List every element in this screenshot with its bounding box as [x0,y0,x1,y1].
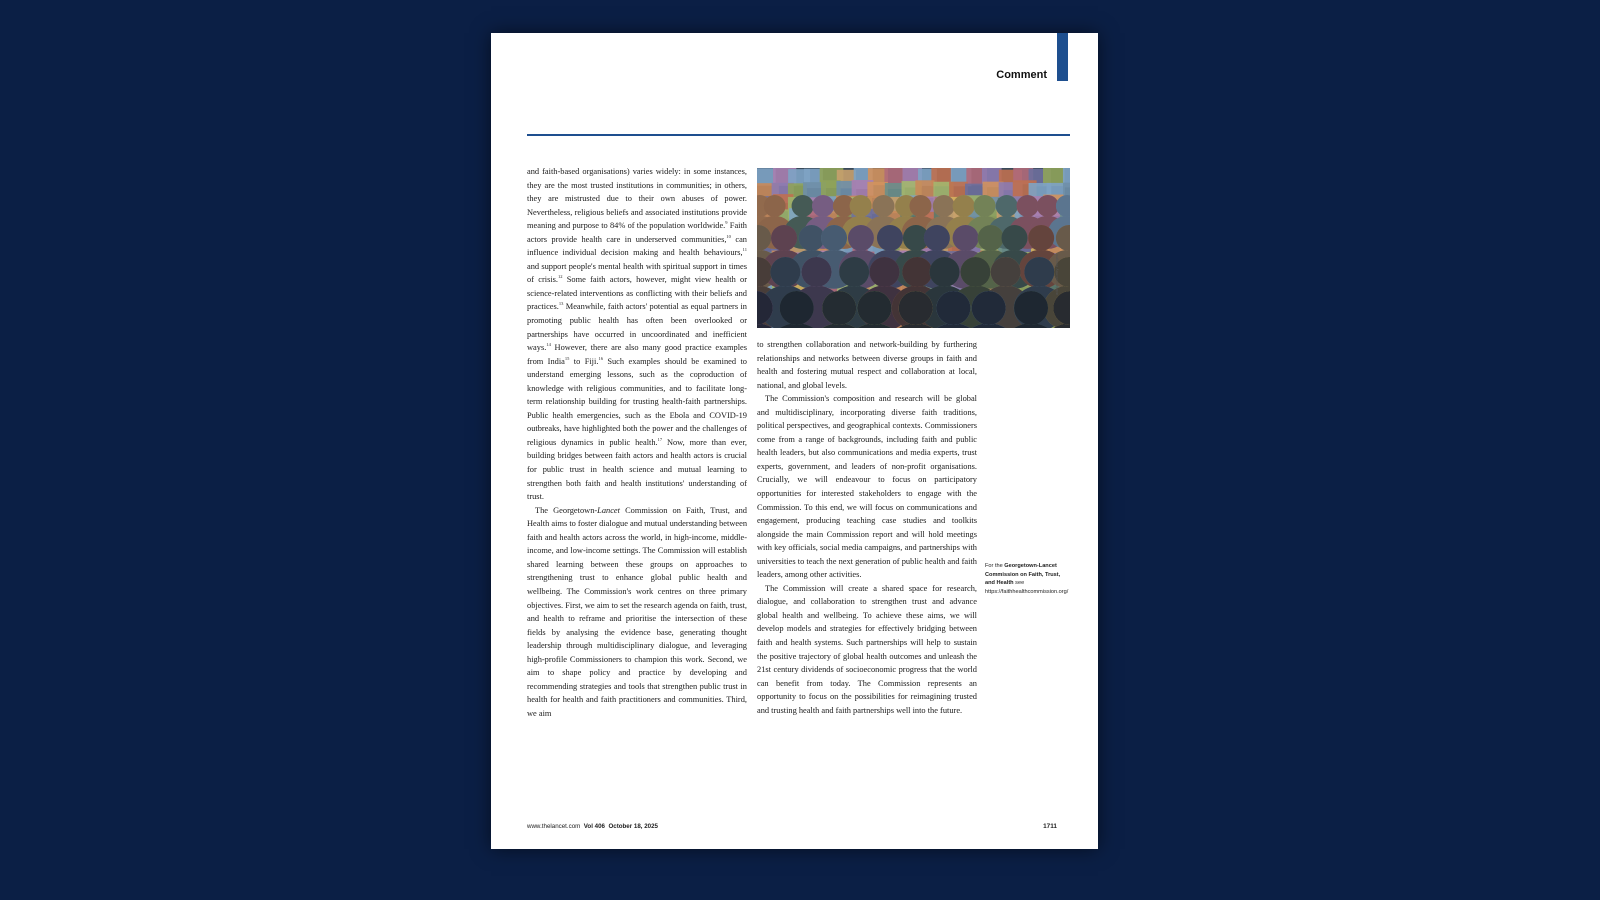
footer-volume: Vol 406 [583,823,605,830]
paragraph: The Commission's composition and research will be global and multidisciplinary, incorporating diverse faith traditions, political perspectives, and geographical contexts. Commissioners come from a range of backgrounds, including faith and public health leaders, but also communications and media experts, trust experts, government, and leaders of non-profit organisations. Crucially, we will endeavour to focus on participatory opportunities for interested stakeholders to engage with the Commission. To this end, we will focus on communications and engagement, producing teaching case studies and toolkits alongside the main Commission report and will hold meetings with key officials, social media campaigns, and partnerships with universities to teach the next generation of public health and faith leaders, among other activities. [757,394,977,580]
left-column [527,165,747,805]
section-label: Comment [996,69,1047,81]
footer-date: October 18, 2025 [608,823,658,830]
paragraph: The Georgetown-Lancet Commission on Faith, Trust, and Health aims to foster dialogue and mutual understanding between faith and health actors across the world, in high-income, middle-income, and low-income settings. The Commission will establish shared learning between these groups on approaches to strengthening trust to enhance global public health and wellbeing. The Commission's work centres on three primary objectives. First, we aim to set the research agenda on faith, trust, and health to reframe and prioritise the intersection of these fields by analysing the evidence base, generating thought leadership through multidisciplinary dialogue, and leveraging high-profile Commissioners to champion this work. Second, we aim to shape policy and practice by developing and recommending strategies and tools that strengthen public trust in health for health and faith practitioners and communities. Third, we aim [527,505,747,718]
reference-marker: 9 [725,220,728,226]
paragraph: The Commission will create a shared space for research, dialogue, and collaboration to strengthen trust and advance global health and wellbeing. To achieve these aims, we will develop models and strategies for effectively bridging between faith and health systems. Such partnerships will help to sustain the positive trajectory of global health outcomes and unleash the 21st century dividends of socioeconomic progress that the world can benefit from today. The Commission represents an opportunity to focus on the possibilities for reimagining trusted and trusting health and faith partnerships well into the future. [757,583,977,715]
reference-marker: 17 [657,437,663,443]
reference-marker: 10 [726,233,731,239]
paragraph: to strengthen collaboration and network-building by furthering relationships and networks between diverse groups in faith and health and fostering mutual respect and collaboration at local, national, and global levels. [757,340,977,390]
footer-site[interactable]: www.thelancet.com [527,823,581,830]
right-column [757,338,977,808]
reference-marker: 11 [742,247,747,253]
header-rule [527,134,1070,136]
side-note: For the Georgetown-Lancet Commission on Faith, Trust, and Health see https://faithhealthcommission.org/ [985,563,1069,595]
reference-marker: 14 [546,342,551,348]
side-note-link[interactable]: see https://faithhealthcommission.org/ [985,580,1069,595]
paragraph: and faith-based organisations) varies widely: in some instances, they are the most trusted institutions in communities; in others, they are mistrusted due to their own abuses of power. Nevertheless, religious beliefs and associated institutions provide meaning and purpose to 84% of the population worldwide.$^9$ Faith actors provide health care in underserved communities,$^{10}$ can influence individual decision making and health behaviours,$^{11}$ and support people's mental health with spiritual support in times of crisis.$^{12}$ Some faith actors, however, might view health or science-related interventions as conflicting with their beliefs and practices.$^{13}$ Meanwhile, faith actors' potential as equal partners in promoting public health has often been overlooked or partnerships have occurred in uncoordinated and inefficient ways.$^{14}$ However, there are also many good practice examples from India$^{15}$ to Fiji.$^{16}$ Such examples should be examined to understand emerging lessons, such as the coproduction of knowledge with religious communities, and to facilitate long-term relationship building for trusting health-faith partnerships. Public health emergencies, such as the Ebola and COVID-19 outbreaks, have highlighted both the power and the challenges of religious dynamics in public health.$^{17}$ Now, more than ever, building bridges between faith actors and health actors is crucial for public trust in health science and mutual learning to strengthen both faith and health institutions' understanding of trust. [527,167,747,502]
reference-marker: 12 [558,274,563,280]
crowd-mosaic-icon [757,168,1070,328]
page-number: 1711 [1043,823,1057,830]
reference-marker: 15 [564,355,570,361]
side-note-title: Georgetown-Lancet Commission on Faith, Trust, and Health [985,563,1061,587]
section-tab-marker [1057,33,1068,81]
reference-marker: 16 [598,355,603,361]
image-credit: adikla.co/Getty Images [1054,254,1059,295]
reference-marker: 13 [558,301,564,307]
crowd-illustration [757,168,1070,328]
footer-citation [527,823,658,830]
journal-page [491,33,1098,849]
